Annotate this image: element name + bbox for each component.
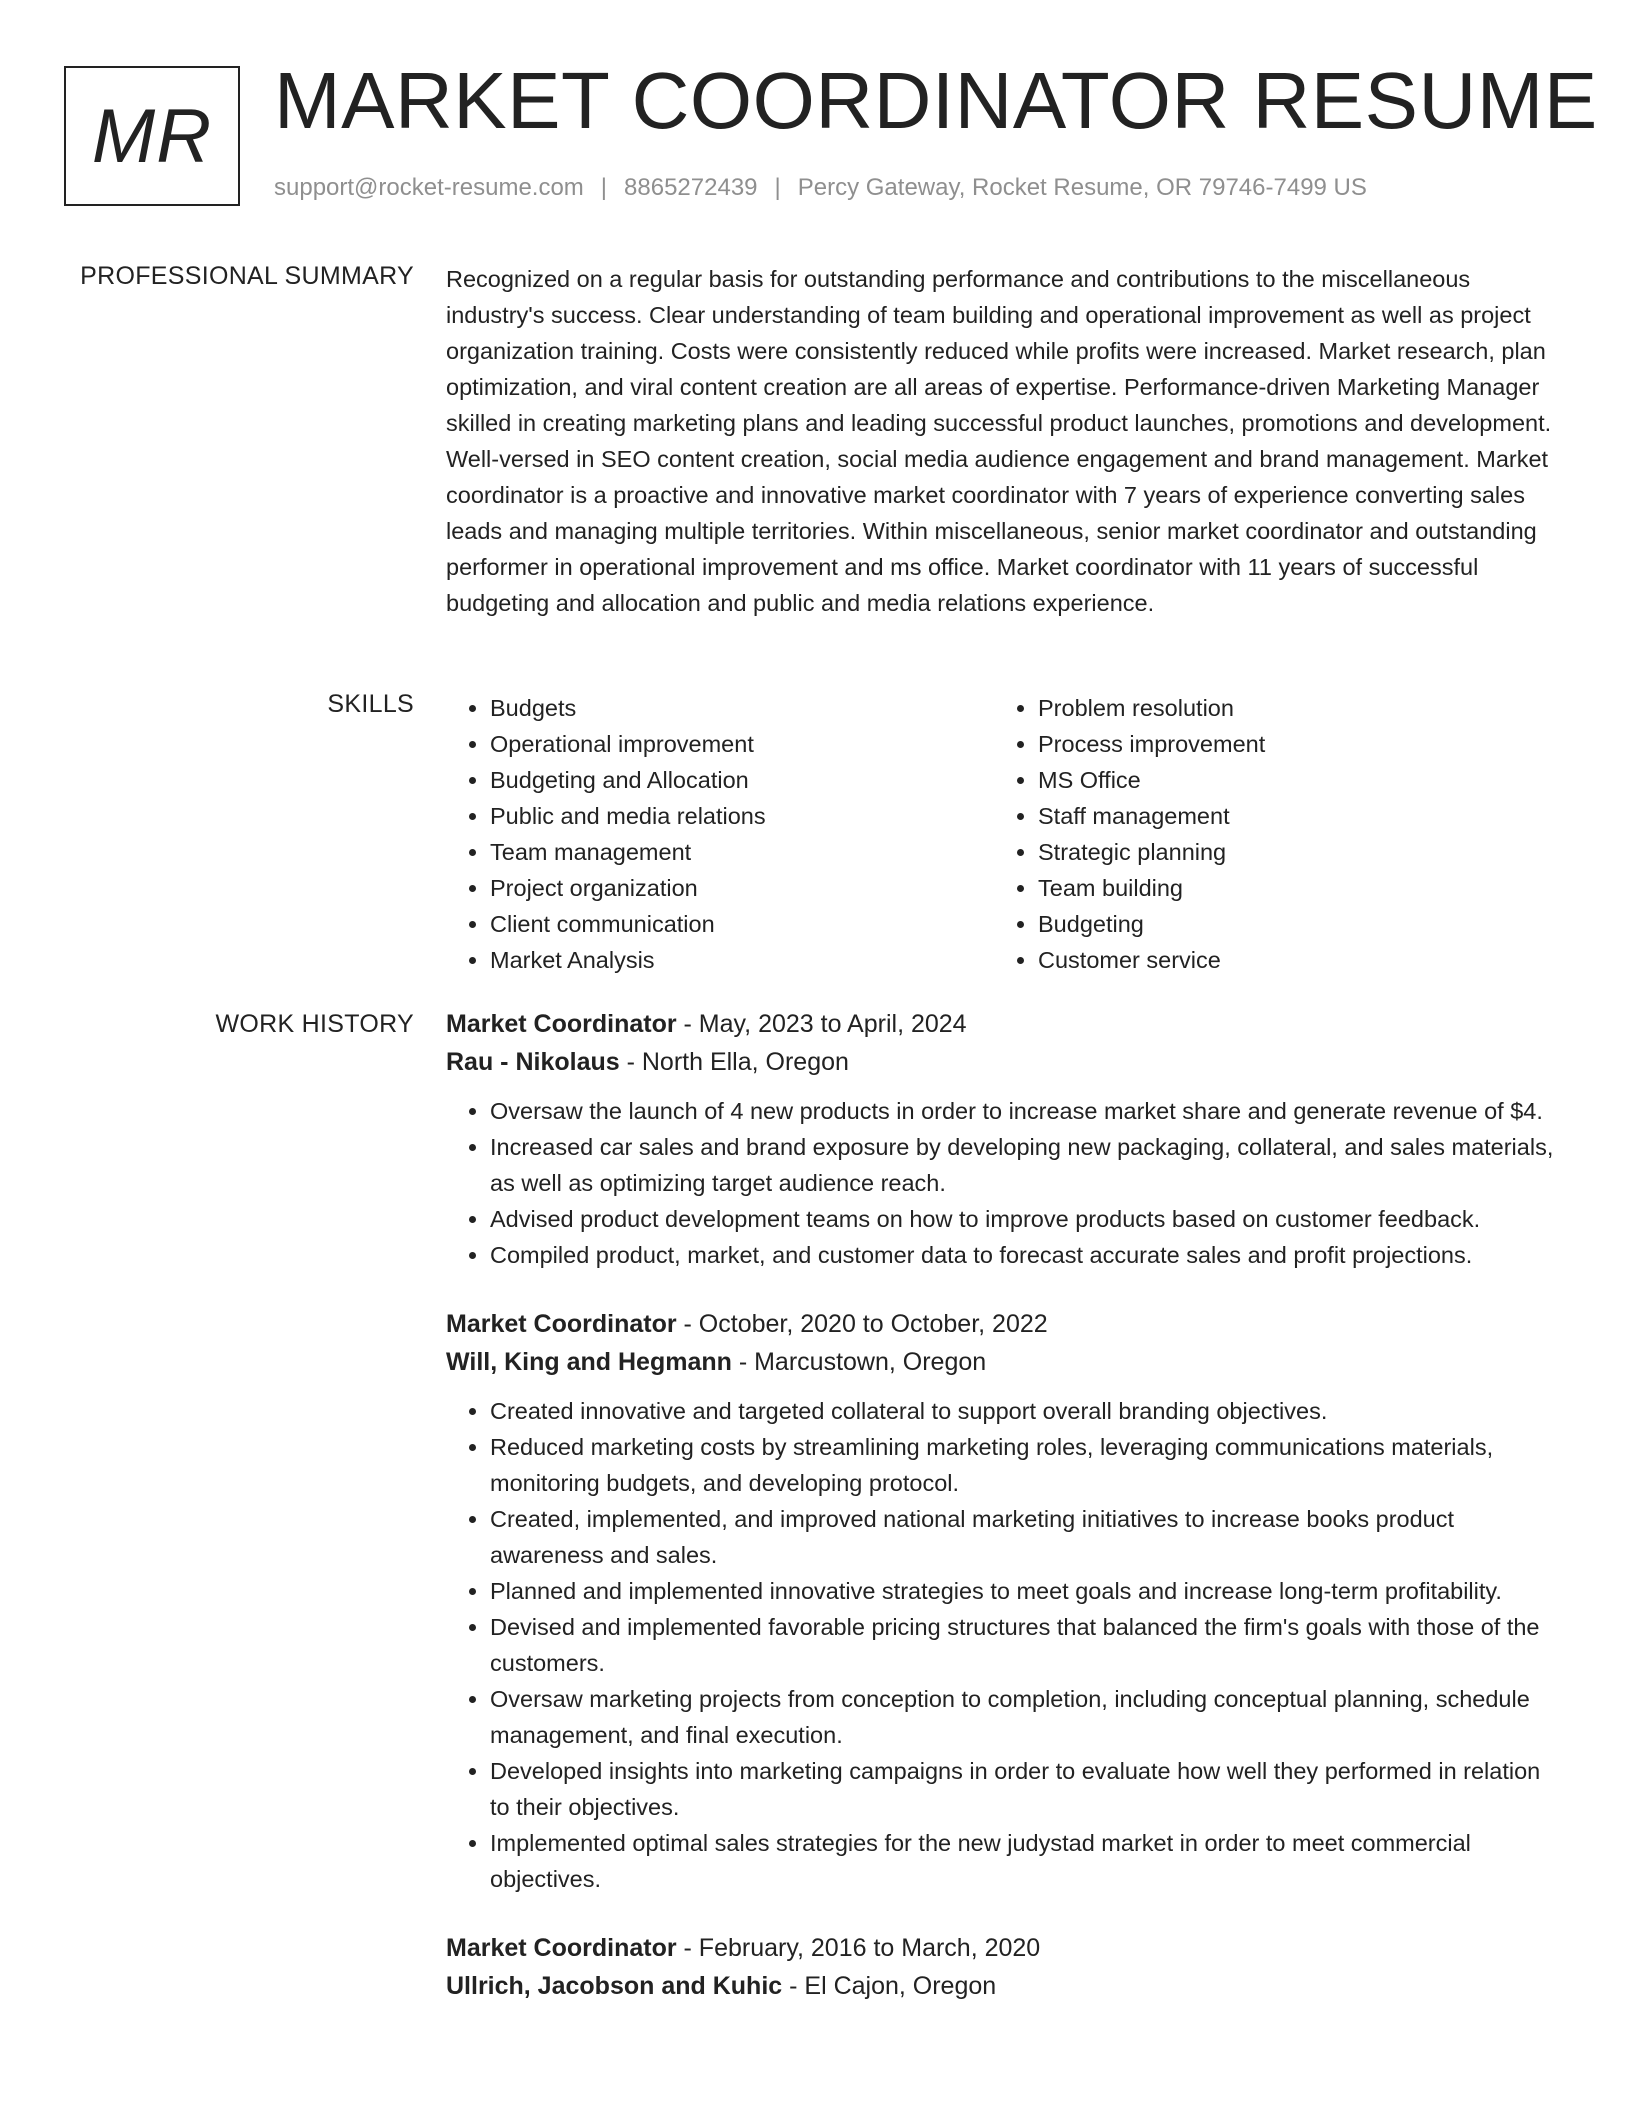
job-entry — [446, 1005, 1566, 1273]
skills-list-right — [994, 690, 1542, 978]
job-title: Market Coordinator — [446, 1934, 677, 1962]
job-bullet: • Devised and implemented favorable pricing structures that balanced the firm's goals with those of the customers. — [490, 1609, 1566, 1681]
job-dates: - February, 2016 to March, 2020 — [676, 1934, 1041, 1962]
skill-item: • Public and media relations — [490, 798, 994, 834]
skill-item: • Staff management — [1038, 798, 1542, 834]
work-history-body — [446, 1005, 1566, 2037]
job-company: Ullrich, Jacobson and Kuhic — [446, 1972, 783, 2000]
job-bullet: • Oversaw marketing projects from conception to completion, including conceptual planning, schedule management, and final execution. — [490, 1681, 1566, 1753]
job-company-line — [446, 1967, 1566, 2005]
skills-columns — [446, 690, 1566, 978]
job-bullet: • Created, implemented, and improved national marketing initiatives to increase books product awareness and sales. — [490, 1501, 1566, 1573]
job-location: - El Cajon, Oregon — [782, 1972, 997, 2000]
job-bullet: • Increased car sales and brand exposure by developing new packaging, collateral, and sales materials, as well as optimizing target audience reach. — [490, 1129, 1566, 1201]
skill-item: • Project organization — [490, 870, 994, 906]
section-label-work-history: WORK HISTORY — [215, 1010, 414, 1038]
contact-address: Percy Gateway, Rocket Resume, OR 79746-7499 US — [797, 174, 1367, 201]
job-bullet: • Implemented optimal sales strategies for the new judystad market in order to meet commercial objectives. — [490, 1825, 1566, 1897]
section-label-professional-summary: PROFESSIONAL SUMMARY — [80, 262, 414, 290]
job-bullet: • Reduced marketing costs by streamlining marketing roles, leveraging communications materials, monitoring budgets, and developing protocol. — [490, 1429, 1566, 1501]
job-bullet: • Advised product development teams on how to improve products based on customer feedback. — [490, 1201, 1566, 1237]
skill-item: • Market Analysis — [490, 942, 994, 978]
summary-body — [446, 261, 1566, 621]
job-entry — [446, 1305, 1566, 1897]
monogram: MR — [64, 66, 240, 206]
page-title: MARKET COORDINATOR RESUME — [274, 56, 1598, 145]
job-title-line — [446, 1929, 1566, 1967]
skill-item: • Customer service — [1038, 942, 1542, 978]
job-dates: - May, 2023 to April, 2024 — [676, 1010, 967, 1038]
skill-item: • Client communication — [490, 906, 994, 942]
summary-text: Recognized on a regular basis for outstanding performance and contributions to the miscellaneous industry's success. Clear understanding of team building and operational improvement as well as project organization training. Costs were consistently reduced while profits were increased. Market research, plan optimization, and viral content creation are all areas of expertise. Performance-driven Marketing Manager skilled in creating marketing plans and leading successful product launches, promotions and development. Well-versed in SEO content creation, social media audience engagement and brand management. Market coordinator is a proactive and innovative market coordinator with 7 years of experience converting sales leads and managing multiple territories. Within miscellaneous, senior market coordinator and outstanding performer in operational improvement and ms office. Market coordinator with 11 years of successful budgeting and allocation and public and media relations experience. — [446, 266, 1552, 616]
job-location: - Marcustown, Oregon — [731, 1348, 987, 1376]
job-title-line — [446, 1005, 1566, 1043]
job-company-line — [446, 1343, 1566, 1381]
skill-item: • Operational improvement — [490, 726, 994, 762]
skills-body — [446, 690, 1566, 978]
job-entry — [446, 1929, 1566, 2005]
job-bullet: • Compiled product, market, and customer data to forecast accurate sales and profit projections. — [490, 1237, 1566, 1273]
skill-item: • Problem resolution — [1038, 690, 1542, 726]
job-bullet: • Planned and implemented innovative strategies to meet goals and increase long-term profitability. — [490, 1573, 1566, 1609]
job-bullets — [446, 1093, 1566, 1273]
contact-separator: | — [600, 174, 608, 201]
job-bullets — [446, 1393, 1566, 1897]
skill-item: • Process improvement — [1038, 726, 1542, 762]
job-dates: - October, 2020 to October, 2022 — [676, 1310, 1048, 1338]
job-company-line — [446, 1043, 1566, 1081]
job-title: Market Coordinator — [446, 1010, 677, 1038]
job-company: Will, King and Hegmann — [446, 1348, 732, 1376]
skill-item: • Team management — [490, 834, 994, 870]
skill-item: • Budgets — [490, 690, 994, 726]
contact-phone: 8865272439 — [624, 174, 758, 201]
contact-info — [274, 174, 1367, 202]
job-location: - North Ella, Oregon — [619, 1048, 849, 1076]
skill-item: • Team building — [1038, 870, 1542, 906]
section-label-skills: SKILLS — [327, 690, 414, 718]
job-title: Market Coordinator — [446, 1310, 677, 1338]
skill-item: • Budgeting — [1038, 906, 1542, 942]
job-bullet: • Developed insights into marketing campaigns in order to evaluate how well they performed in relation to their objectives. — [490, 1753, 1566, 1825]
job-title-line — [446, 1305, 1566, 1343]
job-bullet: • Oversaw the launch of 4 new products in order to increase market share and generate revenue of $4. — [490, 1093, 1566, 1129]
contact-separator: | — [774, 174, 781, 201]
skill-item: • MS Office — [1038, 762, 1542, 798]
skill-item: • Strategic planning — [1038, 834, 1542, 870]
skills-list-left — [446, 690, 994, 978]
job-company: Rau - Nikolaus — [446, 1048, 620, 1076]
job-bullet: • Created innovative and targeted collateral to support overall branding objectives. — [490, 1393, 1566, 1429]
skill-item: • Budgeting and Allocation — [490, 762, 994, 798]
contact-email[interactable]: support@rocket-resume.com — [274, 174, 584, 201]
